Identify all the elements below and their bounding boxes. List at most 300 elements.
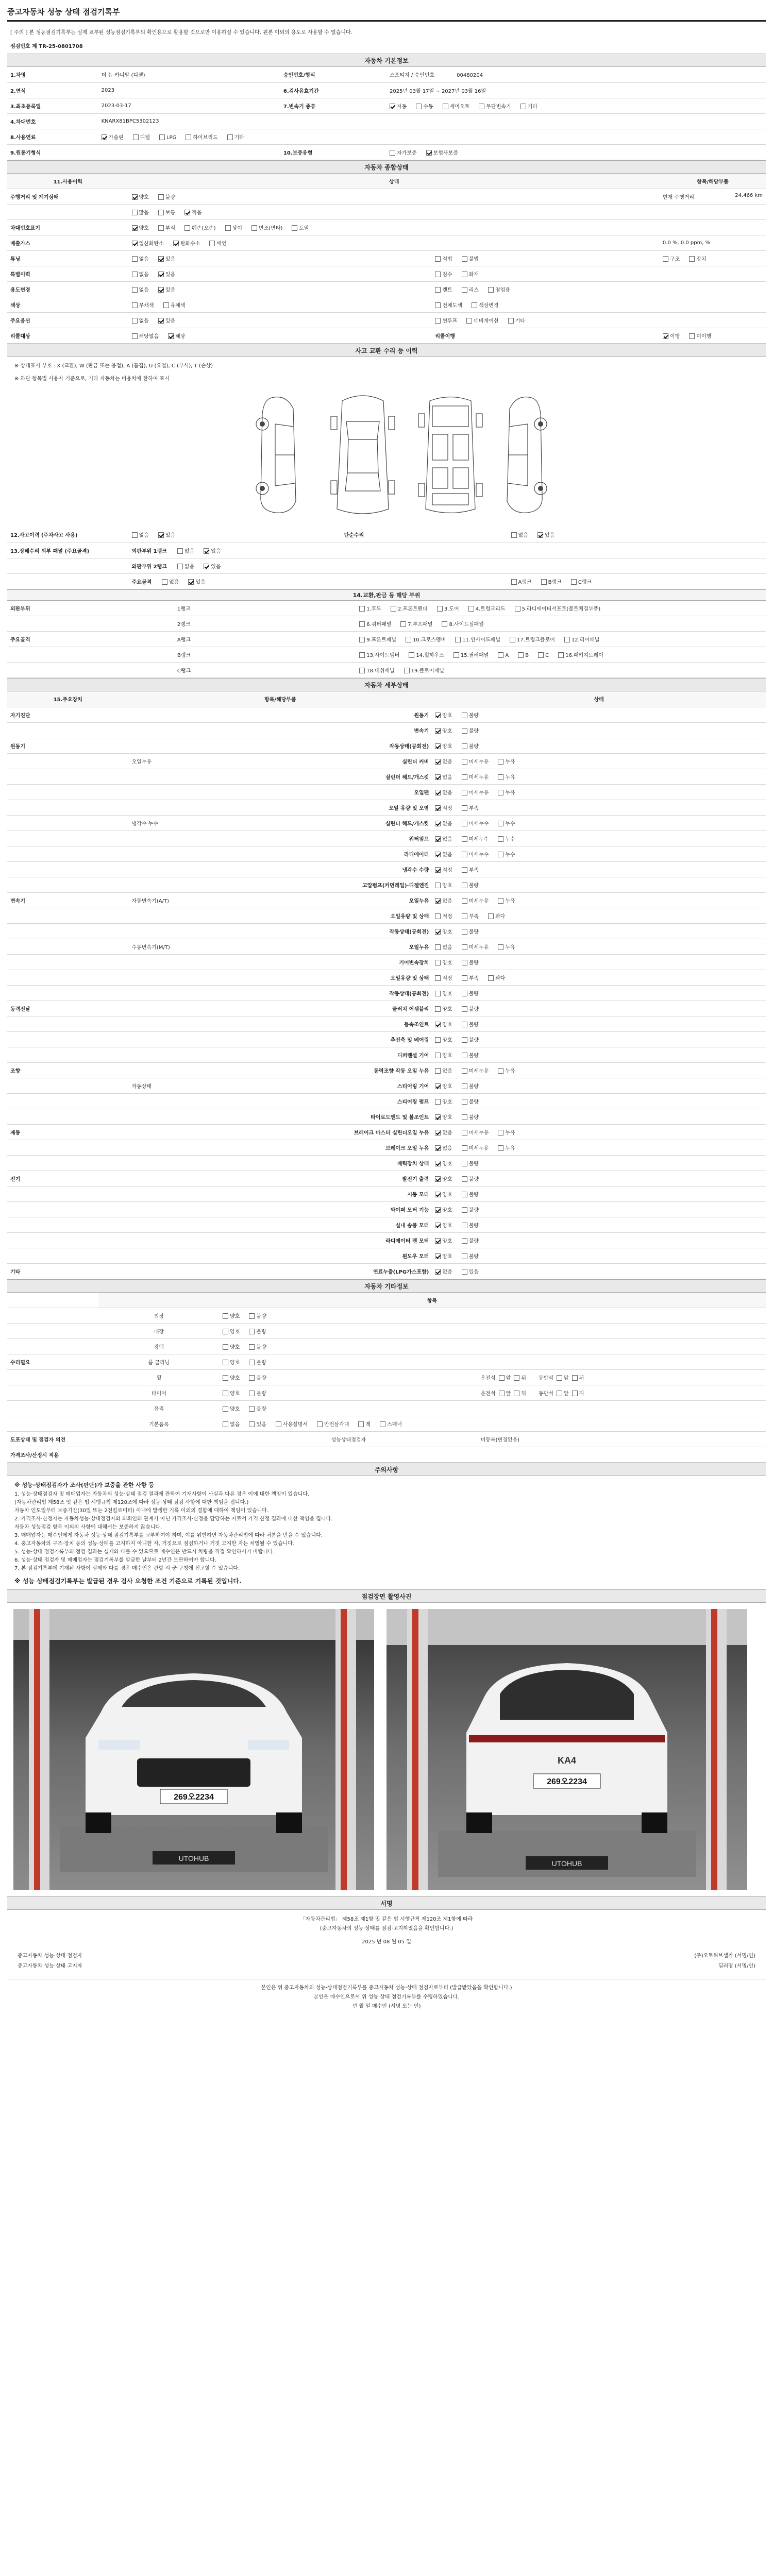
detail-item: 추진축 및 베어링 bbox=[235, 1031, 432, 1047]
detail-option-label: 누유 bbox=[505, 944, 515, 951]
overall-row bbox=[7, 189, 766, 205]
detail-option bbox=[435, 1206, 452, 1213]
detail-subgroup bbox=[129, 1186, 235, 1201]
panel-item-label: 14.휠하우스 bbox=[416, 653, 444, 658]
detail-option bbox=[462, 989, 479, 997]
accident-2-option-label: C랭크 bbox=[578, 579, 592, 585]
accident-2-option bbox=[511, 531, 528, 538]
overall-option-label: 불량 bbox=[165, 195, 176, 200]
checker-label: 성능상태점검자 bbox=[220, 1432, 477, 1447]
basic-value: KNARX81BPC5302123 bbox=[98, 113, 280, 129]
detail-option-label: 없음 bbox=[442, 898, 452, 904]
overall-sub-option bbox=[462, 285, 479, 293]
checkbox-icon bbox=[689, 256, 695, 262]
caution-block bbox=[7, 1476, 766, 1589]
fuel-option bbox=[133, 133, 150, 141]
detail-status bbox=[432, 1232, 766, 1248]
checkbox-icon bbox=[488, 913, 494, 919]
detail-option bbox=[462, 1175, 479, 1182]
other-option bbox=[249, 1420, 266, 1428]
overall-detail bbox=[660, 297, 766, 313]
overall-option-label: 매연 bbox=[216, 241, 227, 247]
other-status bbox=[220, 1385, 477, 1401]
detail-subgroup bbox=[129, 1093, 235, 1109]
overall-sub-option bbox=[472, 301, 499, 309]
detail-row bbox=[7, 1001, 766, 1016]
checkbox-icon bbox=[435, 1114, 441, 1120]
detail-status bbox=[432, 1016, 766, 1031]
panel-rank: 2랭크 bbox=[174, 616, 356, 632]
detail-group: 변속기 bbox=[7, 892, 129, 908]
detail-option bbox=[498, 896, 515, 904]
overall-options bbox=[129, 282, 432, 297]
overall-option bbox=[132, 239, 164, 247]
detail-option-label: 양호 bbox=[442, 883, 452, 889]
detail-option-label: 미세누유 bbox=[468, 944, 489, 951]
checkbox-icon bbox=[435, 256, 441, 262]
other-option-label: 양호 bbox=[230, 1360, 240, 1366]
checkbox-icon bbox=[462, 272, 467, 277]
accident-option bbox=[162, 578, 179, 585]
checkbox-icon bbox=[498, 774, 503, 780]
detail-header-device: 15.주요장치 bbox=[7, 691, 129, 707]
detail-option-label: 누유 bbox=[505, 1130, 515, 1136]
detail-subgroup: 수동변속기(M/T) bbox=[129, 939, 235, 954]
detail-item: 오일팬 bbox=[235, 784, 432, 800]
detail-option bbox=[462, 896, 489, 904]
overall-row bbox=[7, 313, 766, 328]
checkbox-icon bbox=[498, 759, 503, 765]
detail-subgroup bbox=[129, 784, 235, 800]
other-option bbox=[249, 1374, 266, 1381]
detail-option bbox=[462, 850, 489, 858]
front-vehicle-photo bbox=[13, 1609, 374, 1890]
checkbox-icon bbox=[435, 1238, 441, 1244]
overall-sub-options bbox=[432, 205, 660, 220]
detail-status bbox=[432, 954, 766, 970]
detail-option bbox=[435, 773, 452, 781]
checkbox-icon bbox=[435, 743, 441, 749]
checkbox-icon bbox=[435, 1207, 441, 1213]
panel-item-label: 5.라디에이터서포트(볼트체결부품) bbox=[522, 606, 601, 612]
detail-group bbox=[7, 877, 129, 892]
panel-item-label: 16.패키지트레이 bbox=[565, 653, 603, 658]
detail-row bbox=[7, 753, 766, 769]
other-option-label: 불량 bbox=[256, 1360, 266, 1366]
other-row bbox=[7, 1401, 766, 1416]
checkbox-icon bbox=[462, 1068, 467, 1074]
detail-option-label: 적정 bbox=[442, 975, 452, 981]
side-option-label: 뒤 bbox=[579, 1376, 584, 1381]
overall-option-label: 탄화수소 bbox=[180, 241, 200, 247]
checkbox-icon bbox=[249, 1360, 255, 1365]
side-option-label: 뒤 bbox=[579, 1391, 584, 1397]
overall-sub-option-label: 렌트 bbox=[442, 287, 452, 293]
checkbox-icon bbox=[498, 1130, 503, 1136]
detail-option bbox=[462, 726, 479, 734]
other-option-label: 양호 bbox=[230, 1391, 240, 1397]
section-other-info: 자동차 기타정보 bbox=[7, 1279, 766, 1293]
other-option bbox=[249, 1404, 266, 1412]
other-row bbox=[7, 1370, 766, 1385]
detail-table bbox=[7, 691, 766, 1279]
overall-sub-option-label: 색상변경 bbox=[478, 303, 499, 309]
checkbox-icon bbox=[462, 1238, 467, 1244]
panel-items bbox=[356, 632, 766, 647]
overall-row bbox=[7, 235, 766, 251]
accident-option bbox=[204, 547, 221, 554]
panel-item-label: 10.크로스멤버 bbox=[412, 637, 446, 643]
panel-item-label: 9.프론트패널 bbox=[366, 637, 396, 643]
accident-table bbox=[7, 527, 766, 589]
legend-text-2: ※ 하단 항목별 사용자 기준으로, 기타 자동차는 비용처에 한하여 표시 bbox=[14, 376, 170, 382]
detail-item: 오일유량 및 상태 bbox=[235, 970, 432, 985]
panel-item-label: A bbox=[505, 653, 509, 658]
overall-option-label: 훼손(오손) bbox=[192, 226, 216, 231]
detail-option bbox=[462, 1020, 479, 1028]
checkbox-icon bbox=[435, 1176, 441, 1182]
detail-option bbox=[435, 788, 452, 796]
detail-option-label: 불량 bbox=[468, 1037, 479, 1043]
accident-legend-2 bbox=[7, 370, 766, 383]
overall-sub-option bbox=[435, 301, 462, 309]
checkbox-icon bbox=[466, 318, 472, 324]
other-item: 룸 클리닝 bbox=[98, 1354, 220, 1370]
detail-option-label: 양호 bbox=[442, 1037, 452, 1043]
other-option-label: 사용설명서 bbox=[282, 1422, 308, 1428]
detail-option bbox=[435, 989, 452, 997]
caution-line: 6. 성능·상태 점검자 및 매매업자는 점검기록부를 발급한 날부터 2년간 보관하여야 합니다. bbox=[14, 1557, 217, 1563]
accident-label bbox=[7, 558, 129, 573]
photo-area bbox=[7, 1603, 766, 1896]
checkbox-icon bbox=[406, 637, 411, 642]
accident-row bbox=[7, 558, 766, 573]
accident-legend-1 bbox=[7, 357, 766, 370]
detail-option bbox=[435, 1097, 452, 1105]
other-side bbox=[478, 1385, 766, 1401]
detail-row bbox=[7, 831, 766, 846]
detail-option bbox=[462, 1236, 479, 1244]
overall-label: 주행거리 및 계기상태 bbox=[7, 189, 129, 205]
checkbox-icon bbox=[462, 1114, 467, 1120]
checkbox-icon bbox=[409, 652, 414, 658]
detail-item: 동력조향 작동 오일 누유 bbox=[235, 1062, 432, 1078]
checkbox-icon bbox=[435, 759, 441, 765]
other-option-label: 양호 bbox=[230, 1314, 240, 1319]
checkbox-icon bbox=[435, 1192, 441, 1197]
detail-option bbox=[435, 1082, 452, 1090]
panel-row bbox=[7, 616, 766, 632]
panel-rank: B랭크 bbox=[174, 647, 356, 663]
overall-sub-option bbox=[435, 255, 452, 262]
detail-option bbox=[498, 819, 515, 827]
overall-option bbox=[132, 193, 149, 200]
checkbox-icon bbox=[158, 225, 164, 231]
warranty-option-label: 보험사보증 bbox=[433, 150, 458, 156]
detail-item: 냉각수 수량 bbox=[235, 861, 432, 877]
side-option bbox=[572, 1376, 584, 1381]
checkbox-icon bbox=[435, 836, 441, 842]
detail-subgroup bbox=[129, 908, 235, 923]
overall-row bbox=[7, 297, 766, 313]
basic-row bbox=[7, 113, 766, 129]
checker-value: 미등록(변경없음) bbox=[478, 1432, 766, 1447]
other-item: 내장 bbox=[98, 1324, 220, 1339]
checkbox-icon bbox=[498, 1068, 503, 1074]
overall-sub-options bbox=[432, 189, 660, 205]
detail-row bbox=[7, 815, 766, 831]
detail-item: 오일 유량 및 오염 bbox=[235, 800, 432, 815]
checkbox-icon bbox=[462, 1022, 467, 1027]
detail-option bbox=[462, 1128, 489, 1136]
checkbox-icon bbox=[468, 606, 474, 612]
transmission-option-label: 세미오토 bbox=[449, 104, 470, 110]
checkbox-icon bbox=[572, 1391, 578, 1396]
basic-value-2 bbox=[386, 67, 766, 82]
overall-row bbox=[7, 266, 766, 282]
checkbox-icon bbox=[462, 287, 467, 293]
detail-group bbox=[7, 1109, 129, 1124]
detail-row bbox=[7, 707, 766, 722]
checkbox-icon bbox=[518, 652, 524, 658]
overall-option-label: 양호 bbox=[139, 195, 149, 200]
accident-option-label: 있음 bbox=[165, 533, 176, 539]
detail-group bbox=[7, 815, 129, 831]
accident-option-label: 없음 bbox=[184, 548, 195, 554]
overall-detail bbox=[660, 282, 766, 297]
detail-row bbox=[7, 1093, 766, 1109]
basic-value: 2023 bbox=[98, 82, 280, 98]
detail-subgroup bbox=[129, 1124, 235, 1140]
panel-item bbox=[453, 651, 489, 658]
detail-option bbox=[498, 943, 515, 951]
detail-status bbox=[432, 1109, 766, 1124]
accident-options bbox=[129, 573, 341, 589]
checkbox-icon bbox=[132, 532, 138, 538]
checkbox-icon bbox=[435, 728, 441, 734]
detail-option-label: 없음 bbox=[442, 821, 452, 827]
checkbox-icon bbox=[426, 150, 432, 156]
checkbox-icon bbox=[462, 256, 467, 262]
detail-status bbox=[432, 1001, 766, 1016]
detail-row bbox=[7, 1171, 766, 1186]
detail-option bbox=[435, 881, 452, 889]
checkbox-icon bbox=[162, 579, 167, 585]
detail-subgroup bbox=[129, 877, 235, 892]
car-right-side-diagram bbox=[497, 393, 553, 517]
side-option-label: 앞 bbox=[506, 1391, 511, 1397]
overall-label: 용도변경 bbox=[7, 282, 129, 297]
detail-option-label: 양호 bbox=[442, 1238, 452, 1244]
detail-subgroup bbox=[129, 1263, 235, 1279]
detail-status bbox=[432, 1124, 766, 1140]
overall-sub-options bbox=[432, 266, 660, 282]
overall-detail bbox=[660, 205, 766, 220]
detail-row bbox=[7, 939, 766, 954]
accident-sub-label: 주요골격 bbox=[131, 579, 152, 585]
detail-option-label: 미세누유 bbox=[468, 1068, 489, 1074]
detail-subgroup bbox=[129, 1031, 235, 1047]
detail-option-label: 없음 bbox=[442, 1269, 452, 1275]
checker-row bbox=[7, 1951, 766, 1961]
detail-option bbox=[462, 1066, 489, 1074]
overall-options bbox=[129, 251, 432, 266]
checkbox-icon bbox=[462, 1083, 467, 1089]
accident-label: 13.장해수리 외부 패널 (주요골격) bbox=[7, 543, 129, 558]
detail-option-label: 양호 bbox=[442, 991, 452, 997]
detail-group bbox=[7, 1016, 129, 1031]
detail-option-label: 미세누수 bbox=[468, 821, 489, 827]
checkbox-icon bbox=[168, 333, 174, 339]
detail-option bbox=[498, 1066, 515, 1074]
detail-status bbox=[432, 1201, 766, 1217]
accident-option-label: 없음 bbox=[139, 533, 149, 539]
checkbox-icon bbox=[359, 606, 365, 612]
detail-subgroup bbox=[129, 954, 235, 970]
detail-row bbox=[7, 1124, 766, 1140]
overall-detail-option-label: 구조 bbox=[669, 257, 680, 262]
panel-row bbox=[7, 647, 766, 663]
side-label: 동반석 bbox=[538, 1391, 553, 1397]
panel-item bbox=[404, 666, 444, 674]
detail-option-label: 누유 bbox=[505, 774, 515, 781]
detail-group bbox=[7, 923, 129, 939]
detail-subgroup: 냉각수 누수 bbox=[129, 815, 235, 831]
other-side bbox=[478, 1308, 766, 1324]
detail-row bbox=[7, 1263, 766, 1279]
panel-item bbox=[359, 620, 391, 628]
checkbox-icon bbox=[462, 1253, 467, 1259]
checkbox-icon bbox=[276, 1421, 281, 1427]
overall-sub-option bbox=[462, 270, 479, 278]
overall-row bbox=[7, 205, 766, 220]
other-option-label: 불량 bbox=[256, 1376, 266, 1381]
detail-status bbox=[432, 769, 766, 784]
checkbox-icon bbox=[462, 883, 467, 888]
detail-option-label: 과다 bbox=[495, 975, 506, 981]
detail-group: 전기 bbox=[7, 1171, 129, 1186]
detail-option-label: 불량 bbox=[468, 1238, 479, 1244]
panel-group bbox=[7, 663, 174, 678]
detail-status bbox=[432, 1248, 766, 1263]
overall-option-label: 있음 bbox=[165, 257, 176, 262]
checkbox-icon bbox=[663, 256, 668, 262]
detail-option-label: 양호 bbox=[442, 1053, 452, 1059]
detail-option bbox=[462, 943, 489, 951]
basic-label: 1.차명 bbox=[7, 67, 98, 82]
checkbox-icon bbox=[462, 944, 467, 950]
basic-value-2 bbox=[386, 113, 766, 129]
basic-label-2 bbox=[280, 129, 386, 144]
side-label: 운전석 bbox=[480, 1391, 496, 1397]
detail-group bbox=[7, 1031, 129, 1047]
detail-group: 조향 bbox=[7, 1062, 129, 1078]
overall-options bbox=[129, 266, 432, 282]
panel-item bbox=[437, 604, 459, 612]
basic-value-2 bbox=[386, 82, 766, 98]
overall-label: 배출가스 bbox=[7, 235, 129, 251]
overall-option bbox=[132, 208, 149, 216]
detail-row bbox=[7, 1155, 766, 1171]
detail-row bbox=[7, 892, 766, 908]
other-option bbox=[249, 1327, 266, 1335]
overall-sub-option-label: 리스 bbox=[468, 287, 479, 293]
detail-option bbox=[462, 788, 489, 796]
sign-line-1: 「자동차관리법」 제58조 제1항 및 같은 법 시행규칙 제120조 제1항에 따라 bbox=[300, 1917, 473, 1922]
checkbox-icon bbox=[462, 743, 467, 749]
overall-row bbox=[7, 251, 766, 266]
detail-option bbox=[435, 711, 452, 719]
detail-option-label: 불량 bbox=[468, 929, 479, 935]
section-caution: 주의사항 bbox=[7, 1463, 766, 1476]
detail-option-label: 양호 bbox=[442, 1099, 452, 1105]
receipt-line-1: 본인은 위 중고자동차의 성능·상태점검기록부를 중고자동차 성능·상태 점검자로부터 (발급받았음을 확인합니다.) bbox=[261, 1985, 512, 1991]
overall-option bbox=[132, 285, 149, 293]
detail-option-label: 미세누유 bbox=[468, 898, 489, 904]
other-group bbox=[7, 1324, 98, 1339]
side-option bbox=[499, 1376, 511, 1381]
overall-option bbox=[158, 224, 175, 231]
detail-status bbox=[432, 970, 766, 985]
side-label: 운전석 bbox=[480, 1376, 496, 1381]
detail-status bbox=[432, 815, 766, 831]
detail-status bbox=[432, 877, 766, 892]
detail-option-label: 불량 bbox=[468, 991, 479, 997]
other-option-label: 양호 bbox=[230, 1329, 240, 1335]
detail-subgroup bbox=[129, 738, 235, 753]
panel-item bbox=[391, 604, 428, 612]
detail-option-label: 부족 bbox=[468, 867, 479, 873]
checkbox-icon bbox=[249, 1329, 255, 1334]
other-status bbox=[220, 1401, 477, 1416]
basic-value-2 bbox=[386, 144, 766, 160]
fuel-option-label: 가솔린 bbox=[108, 134, 124, 141]
checkbox-icon bbox=[132, 256, 138, 262]
overall-label: 리콜대상 bbox=[7, 328, 129, 344]
transmission-option bbox=[390, 102, 407, 110]
overall-option-label: 변조(변타) bbox=[258, 226, 283, 231]
fuel-option-label: 기타 bbox=[234, 134, 244, 141]
other-option-label: 불량 bbox=[256, 1406, 266, 1412]
detail-header-status: 상태 bbox=[432, 691, 766, 707]
checkbox-icon bbox=[132, 225, 138, 231]
panel-item bbox=[359, 651, 399, 658]
detail-status bbox=[432, 1155, 766, 1171]
transmission-option bbox=[416, 102, 433, 110]
side-group bbox=[539, 1374, 587, 1381]
overall-sub-options bbox=[432, 313, 660, 328]
overall-option bbox=[158, 285, 175, 293]
panel-header: 14.교환,판금 등 해당 부위 bbox=[7, 589, 766, 601]
detail-row bbox=[7, 846, 766, 861]
panel-table bbox=[7, 601, 766, 679]
detail-status bbox=[432, 707, 766, 722]
overall-detail bbox=[660, 235, 766, 251]
checkbox-icon bbox=[359, 668, 365, 673]
checker-name: (주)오토허브셀카 (서명/인) bbox=[694, 1953, 755, 1959]
caution-line: 1. 성능·상태점검자 및 매매업자는 자동차의 성능·상태 점검 결과에 관하여 기재사항이 사실과 다른 경우 이에 대한 책임이 있습니다. bbox=[14, 1492, 310, 1497]
detail-row bbox=[7, 1248, 766, 1263]
panel-item-label: 18.대쉬패널 bbox=[366, 668, 395, 674]
detail-option-label: 양호 bbox=[442, 743, 452, 750]
overall-option bbox=[209, 239, 226, 247]
detail-subgroup bbox=[129, 722, 235, 738]
detail-option bbox=[435, 1020, 452, 1028]
detail-row bbox=[7, 1109, 766, 1124]
detail-option-label: 불량 bbox=[468, 1207, 479, 1213]
detail-item: 워터펌프 bbox=[235, 831, 432, 846]
checkbox-icon bbox=[132, 272, 138, 277]
